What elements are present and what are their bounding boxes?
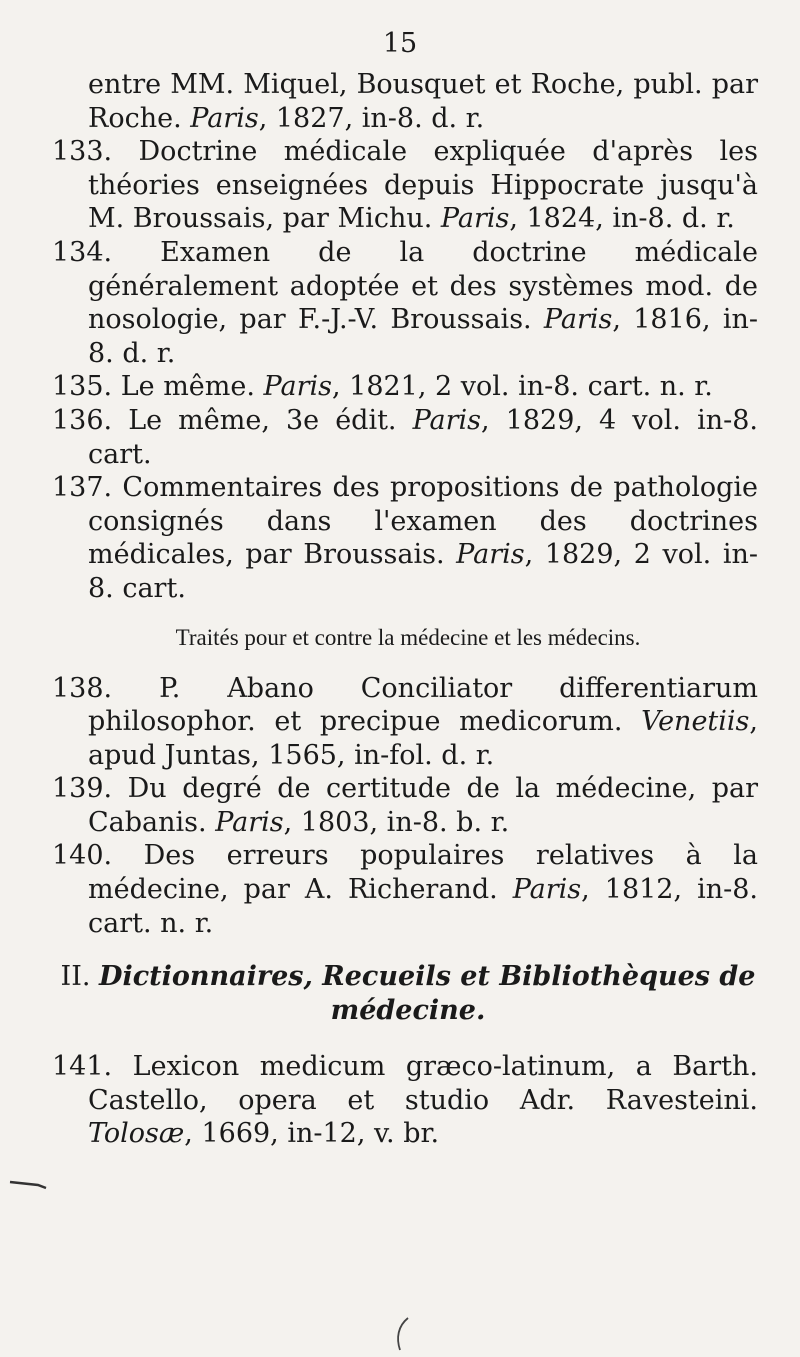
entry-text: Doctrine médicale expliquée d'après les théories enseignées depuis Hippocrate jusqu'à M. Broussais, par Michu. <box>88 136 758 235</box>
entry-place: Paris <box>190 102 259 134</box>
entry-text: Lexicon medicum græco-latinum, a Barth. Castello, opera et studio Adr. Ravesteini. <box>88 1051 758 1116</box>
entry-text: Commentaires des propositions de pathologie consignés dans l'examen des doctrines médicales, par Broussais. <box>88 472 758 571</box>
entry-details: , 1669, in-12, v. br. <box>184 1118 440 1150</box>
entry-list-doctrines <box>52 68 758 606</box>
entry-details: , 1821, 2 vol. in-8. cart. n. r. <box>331 371 713 403</box>
entry-place: Paris <box>512 874 582 906</box>
entry-details: , 1824, in-8. d. r. <box>509 203 735 235</box>
entry-text: Examen de la doctrine médicale généralement adoptée et des systèmes mod. de nosologie, par F.-J.-V. Broussais. <box>88 236 758 336</box>
entry-number: 137. <box>52 472 113 504</box>
subsection-heading: Traités pour et contre la médecine et les médecins. <box>175 624 641 650</box>
entry-number: 136. <box>52 404 113 436</box>
entry-place: Venetiis <box>641 706 750 738</box>
bibliography-entry <box>52 471 758 605</box>
page-body <box>52 68 758 1151</box>
entry-text: Le même. <box>112 371 264 403</box>
entry-details: , 1812, in-8. cart. n. r. <box>88 874 758 939</box>
bibliography-entry <box>52 236 758 370</box>
entry-text: Des erreurs populaires relatives à la médecine, par A. Richerand. <box>88 840 758 906</box>
entry-details: , 1816, in-8. d. r. <box>88 304 758 369</box>
margin-arrow-mark <box>8 1178 48 1190</box>
margin-pen-mark <box>392 1316 414 1352</box>
entry-number: 141. <box>52 1051 113 1083</box>
entry-number: 138. <box>52 672 113 704</box>
entry-text: P. Abano Conciliator differentiarum philosophor. et precipue medicorum. <box>88 672 758 738</box>
entry-details: , 1803, in-8. b. r. <box>283 806 510 838</box>
bibliography-entry <box>52 370 758 404</box>
bibliography-entry <box>52 135 758 236</box>
bibliography-entry <box>52 672 758 773</box>
entry-place: Paris <box>543 304 613 336</box>
entry-place: Paris <box>412 404 482 436</box>
section-numeral: II. <box>60 961 91 993</box>
entry-text: entre MM. Miquel, Bousquet et Roche, publ. par Roche. <box>88 69 758 134</box>
bibliography-entry <box>52 404 758 471</box>
entry-place: Paris <box>440 203 510 235</box>
entry-list-traites <box>52 672 758 941</box>
entry-place: Paris <box>456 539 525 571</box>
entry-number: 133. <box>52 136 113 168</box>
entry-place: Tolosæ <box>88 1118 185 1150</box>
entry-details: , 1829, 4 vol. in-8. cart. <box>88 404 758 470</box>
entry-details: , 1829, 2 vol. in-8. cart. <box>88 539 758 604</box>
section-heading <box>58 960 758 1028</box>
entry-number: 134. <box>52 236 113 268</box>
section-title: Dictionnaires, Recueils et Bibliothèques de médecine. <box>99 961 756 1027</box>
bibliography-entry <box>52 839 758 940</box>
entry-details: , 1827, in-8. d. r. <box>258 102 485 134</box>
entry-details: , apud Juntas, 1565, in-fol. d. r. <box>88 706 758 771</box>
entry-text: Le même, 3e édit. <box>112 404 413 436</box>
entry-number: 140. <box>52 840 113 872</box>
entry-number: 139. <box>52 773 113 805</box>
bibliography-entry <box>52 772 758 839</box>
bibliography-entry <box>88 68 758 135</box>
entry-place: Paris <box>215 806 284 838</box>
entry-text: Du degré de certitude de la médecine, par Cabanis. <box>88 773 758 838</box>
page-number: 15 <box>382 28 418 59</box>
bibliography-entry <box>52 1050 758 1151</box>
entry-number: 135. <box>52 371 113 403</box>
entry-list-dictionnaires <box>52 1050 758 1151</box>
entry-place: Paris <box>263 371 332 403</box>
